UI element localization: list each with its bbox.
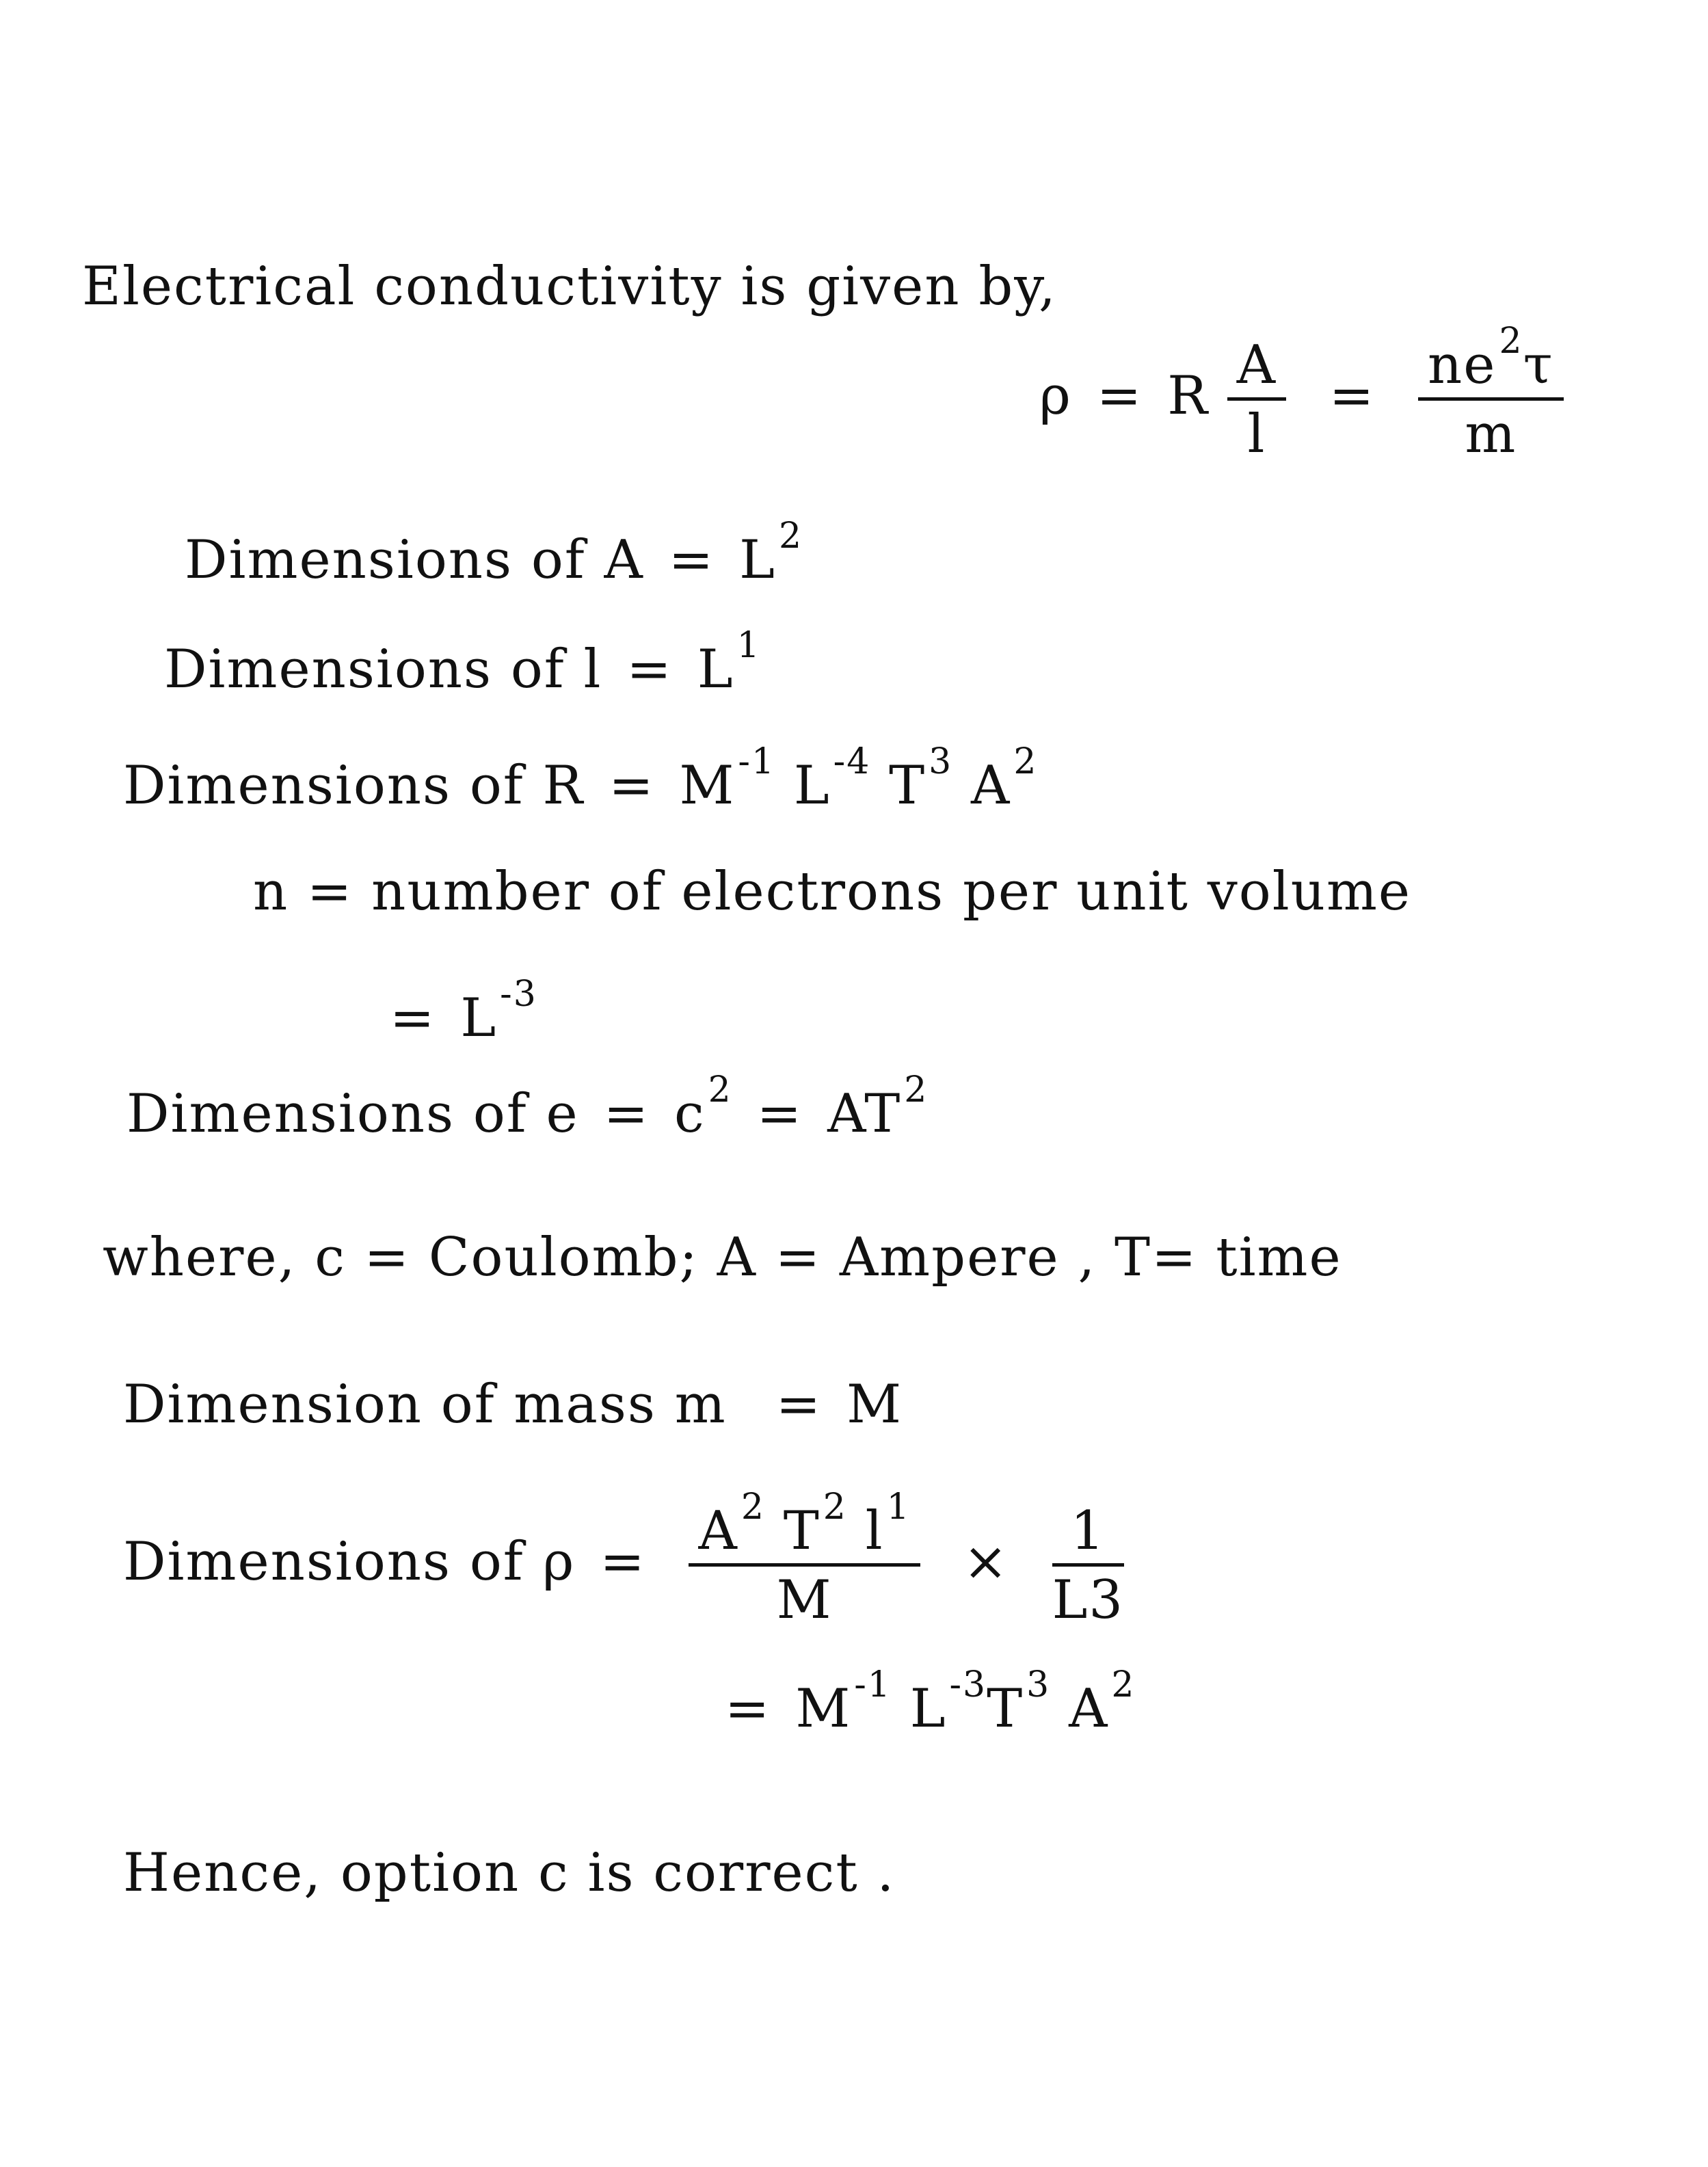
final-dimension-line: = M-1 L-3T3 A2 — [725, 1664, 1136, 1740]
dimension-length-line: Dimensions of l = L1 — [164, 625, 761, 700]
inverse-volume-fraction: $\frac{1}{L3}$ — [1052, 1500, 1125, 1631]
drude-fraction: $\frac{ne2\tau}{m}$ — [1418, 338, 1564, 461]
dimension-resistance-line: Dimensions of R = M-1 L-4 T3 A2 — [123, 741, 1038, 816]
resistivity-fraction: $\frac{A2 T2 l1}{M}$ — [689, 1504, 920, 1627]
electron-density-definition: n = number of electrons per unit volume — [253, 861, 1412, 922]
dimension-area-line: Dimensions of A = L2 — [185, 516, 803, 591]
rho-symbol: ρ — [1039, 365, 1072, 427]
conductivity-formula — [1039, 321, 1564, 465]
dimension-resistivity-line: Dimensions of ρ = $\frac{A2 T2 l1}{M}$ × $\frac{1}{L3}$ — [123, 1487, 1125, 1631]
units-note: where, c = Coulomb; A = Ampere , T= time — [103, 1227, 1342, 1288]
dimension-charge-line: Dimensions of e = c2 = AT2 — [126, 1069, 929, 1145]
equals-sign: = — [1329, 365, 1376, 427]
equals-sign: = — [1096, 365, 1143, 427]
conclusion-text: Hence, option c is correct . — [123, 1842, 896, 1904]
multiply-sign: × — [963, 1531, 1009, 1593]
resistance-symbol: R — [1167, 365, 1209, 427]
dimension-mass-line: Dimension of mass m = M — [123, 1374, 903, 1435]
area-over-length-fraction: $\frac{A}{l}$ — [1227, 338, 1286, 461]
intro-text: Electrical conductivity is given by, — [82, 256, 1057, 317]
electron-density-dimension: = L-3 — [390, 974, 537, 1049]
